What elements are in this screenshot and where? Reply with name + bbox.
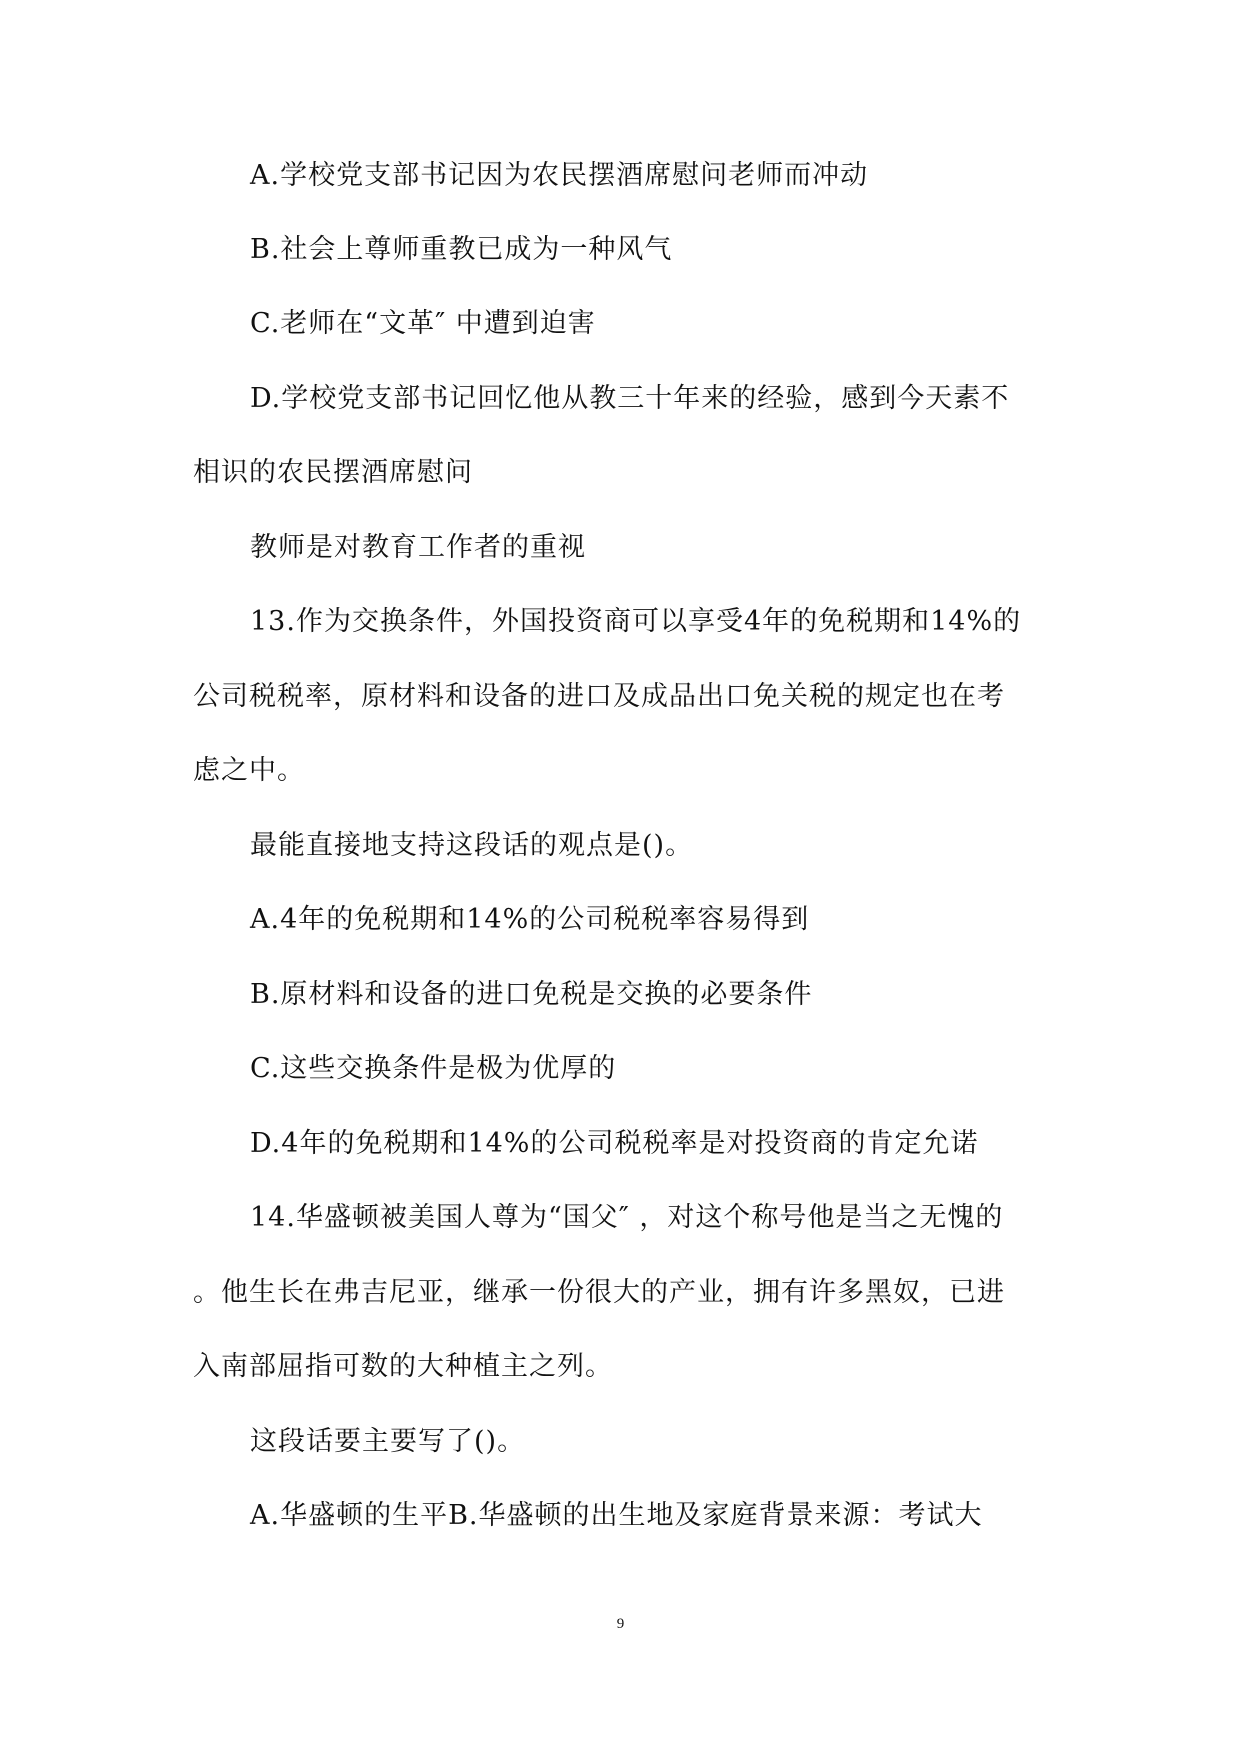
option-a-q13: A.4年的免税期和14%的公司税税率容易得到 [250, 904, 810, 935]
question-14-prompt: 这段话要主要写了()。 [250, 1426, 526, 1457]
question-14-text-end: 入南部屈指可数的大种植主之列。 [193, 1351, 613, 1382]
option-a-q12: A.学校党支部书记因为农民摆酒席慰问老师而冲动 [250, 160, 869, 191]
option-b-q13: B.原材料和设备的进口免税是交换的必要条件 [250, 979, 813, 1010]
option-d-q12: D.学校党支部书记回忆他从教三十年来的经验，感到今天素不 [250, 383, 1010, 414]
option-b-q12: B.社会上尊师重教已成为一种风气 [250, 234, 673, 265]
question-14-text: 14.华盛顿被美国人尊为“国父″ ，对这个称号他是当之无愧的 [250, 1202, 1004, 1233]
option-c-q12: C.老师在“文革″ 中遭到迫害 [250, 308, 596, 339]
paragraph-text: 教师是对教育工作者的重视 [250, 532, 586, 563]
option-c-q13: C.这些交换条件是极为优厚的 [250, 1053, 617, 1084]
page-number: 9 [616, 1616, 625, 1632]
question-13-prompt: 最能直接地支持这段话的观点是()。 [250, 830, 694, 861]
question-13-text: 13.作为交换条件，外国投资商可以享受4年的免税期和14%的 [250, 606, 1022, 637]
question-13-text-continued: 公司税税率，原材料和设备的进口及成品出口免关税的规定也在考 [193, 681, 1005, 712]
option-d-q13: D.4年的免税期和14%的公司税税率是对投资商的肯定允诺 [250, 1128, 979, 1159]
options-q14: A.华盛顿的生平B.华盛顿的出生地及家庭背景来源：考试大 [250, 1500, 983, 1531]
question-14-text-continued: 。他生长在弗吉尼亚，继承一份很大的产业，拥有许多黑奴，已进 [193, 1277, 1005, 1308]
question-13-text-end: 虑之中。 [193, 755, 305, 786]
option-d-q12-continued: 相识的农民摆酒席慰问 [193, 457, 473, 488]
